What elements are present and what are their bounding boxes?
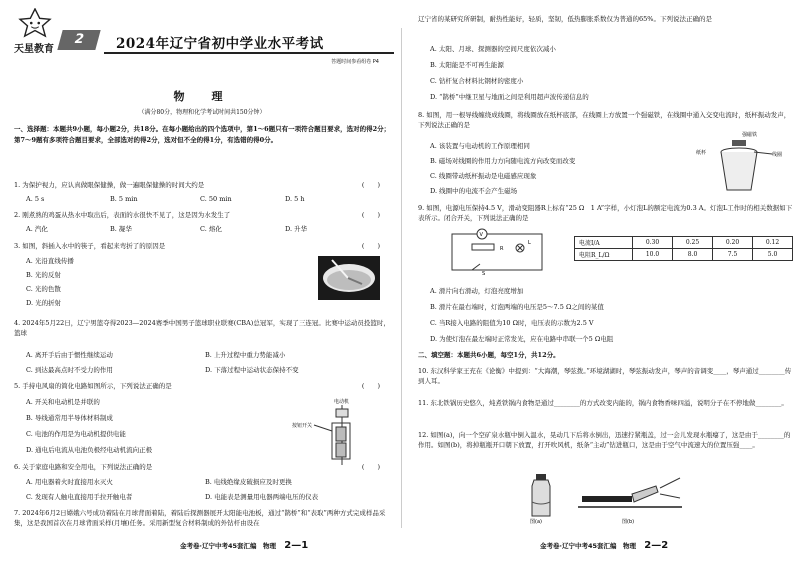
table-cell: 电阻R_L/Ω [575,249,633,261]
table-cell: 0.30 [633,237,673,249]
magnet-label: 强磁铁 [742,132,758,138]
question-1-stem: 1. 为保护视力，应认真做眼保健操，做一遍眼保健操的时间大约是 [14,181,205,189]
table-cell: 5.0 [753,249,793,261]
switch-label: 按钮开关 [292,423,313,429]
q5-option-d: D. 通电后电流从电池负极经电动机流向正极 [26,446,153,454]
q9-option-c: C. 当R接入电路的阻值为10 Ω时，电压表的示数为2.5 V [430,319,594,327]
q3-option-a: A. 光沿直线传播 [26,257,74,265]
q2-option-a: A. 汽化 [26,225,48,233]
question-3-stem: 3. 如图，斜插入水中的筷子，看起来弯折了的原因是 [14,242,166,250]
answer-paren: ( ) [361,242,380,250]
question-4 [14,318,392,338]
q6-option-d: D. 电能表是测量用电器两端电压的仪表 [205,493,319,501]
table-cell: 0.25 [673,237,713,249]
q8-option-a: A. 该装置与电动机的工作原理相同 [430,142,530,150]
question-2-stem: 2. 刚煮熟的鸡蛋从热水中取出后，表面的水很快不见了，这是因为水发生了 [14,211,231,219]
question-10-stem: 10. 东汉科学家王充在《论衡》中提到：“大海潮，琴弦拨。”环境湖湖时，琴弦振动发声，琴声的音调变____，琴声通过________传到人耳。 [418,367,792,385]
answer-paren: ( ) [361,211,380,219]
question-12 [418,430,796,450]
question-10 [418,366,796,386]
question-8-stem: 8. 如图，用一根导线缠绕成线圈，将线圈放在纸杯底部，在线圈上方放置一个强磁铁，在线圈中通入交变电流时，纸杯振动发声，下列说法正确的是 [418,111,791,129]
q8-option-b: B. 磁场对线圈的作用力方向随电流方向改变而改变 [430,157,576,165]
right-footer [540,540,668,551]
figure-a-caption: 图(a) [530,519,542,524]
question-9-stem: 9. 如图，电源电压保持4.5 V，滑动变阻器R上标有“25 Ω 1 A”字样，小灯泡L的额定电流为0.3 A。灯泡L工作时的相关数据如下表所示。闭合开关，下列说法正确的是 [418,204,793,222]
question-6-stem: 6. 关于家庭电路和安全用电，下列说法正确的是 [14,463,153,471]
svg-text:R: R [500,246,504,252]
question-7-stem: 7. 2024年6月2日嫦娥六号成功着陆在月球背面着陆，着陆后探测器展开太阳能电池板，通过“鹊桥”和“表取”两种方式完成样品采集，这是我国首次在月球背面采样(月壤)任务。采用新型复合材料制成的外钻杆由设在 [14,509,386,527]
q6-option-c: C. 发现有人触电直接用手拉开触电者 [26,493,133,501]
table-row [575,249,793,261]
bottle-figure-b [576,472,686,524]
q4-option-d: D. 下落过程中运动状态保持不变 [205,366,299,374]
question-8 [418,110,796,130]
answer-paren: ( ) [361,181,380,189]
question-3 [14,241,392,251]
section2-heading: 二、填空题：本题共6小题，每空1分，共12分。 [418,351,560,359]
bottle-figure-a [522,472,562,524]
q6-option-a: A. 用电器着火时直接用水灭火 [26,478,113,486]
question-1 [14,180,392,190]
question-11 [418,398,796,408]
exam-header [8,6,393,65]
page-divider [401,28,402,528]
q2-option-c: C. 熔化 [200,225,222,233]
speaker-cup-diagram [694,128,789,196]
q7-option-a: A. 太阳、月球、探测器的空间尺度依次减小 [430,45,556,53]
question-11-stem: 11. 东北铁锅历史悠久，炖煮铁锅内食物是通过________的方式改变内能的，锅内食物香味四溢，说明分子在不停地做________。 [418,399,788,407]
q3-option-c: C. 光的色散 [26,285,61,293]
star-logo-icon [16,8,54,38]
table-cell: 0.20 [713,237,753,249]
answer-paren: ( ) [361,382,380,390]
table-cell: 8.0 [673,249,713,261]
question-7 [14,508,392,528]
q8-option-c: C. 线圈带动纸杯振动是电磁感应现象 [430,172,537,180]
header-note: 答题时间参看组卷 P4 [331,59,379,65]
svg-text:S: S [482,271,486,276]
q4-option-a: A. 离开手后由于惯性继续运动 [26,351,113,359]
q1-option-d: D. 5 h [285,195,305,203]
question-9 [418,203,796,223]
right-page [404,0,800,566]
q3-option-b: B. 光的反射 [26,271,61,279]
table-cell: 7.5 [713,249,753,261]
footer-text: 金考卷·辽宁中考45套汇编 物理 [540,542,637,550]
q9-circuit-diagram [442,228,552,276]
svg-text:L: L [528,240,531,246]
page-number: 2—1 [284,540,309,551]
q1-option-b: B. 5 min [110,195,138,203]
brand-name: 天星教育 [14,44,54,55]
table-row [575,237,793,249]
exam-title: 2024年辽宁省初中学业水平考试 [116,36,324,52]
question-5 [14,381,392,391]
q7-option-b: B. 太阳能是不可再生能源 [430,61,504,69]
question-4-stem: 4. 2024年5月22日，辽宁男篮夺得2023—2024赛季中国男子篮球职业联赛(CBA)总冠军，实现了三连冠。比赛中运动员投篮时，篮球 [14,319,390,337]
coil-label: 线圈 [772,152,783,158]
question-7-stem-continued: 辽宁省的某研究所研制，耐热性能好，轻质，坚韧，低热膨胀系数仅为普通的65%。下列说法正确的是 [418,15,712,23]
q6-option-b: B. 电线绝缘皮破损应及时更换 [205,478,292,486]
footer-text: 金考卷·辽宁中考45套汇编 物理 [180,542,277,550]
left-footer [180,540,308,551]
chopsticks-in-water-image [318,256,380,300]
question-6 [14,462,392,472]
q4-option-b: B. 上升过程中重力势能减小 [205,351,286,359]
q5-option-a: A. 开关和电动机是并联的 [26,398,100,406]
question-2 [14,210,392,220]
table-cell: 电流I/A [575,237,633,249]
page-number: 2—2 [644,540,669,551]
table-cell: 10.0 [633,249,673,261]
q9-option-a: A. 滑片向右滑动，灯泡亮度增加 [430,287,524,295]
motor-label: 电动机 [334,399,350,405]
question-12-stem: 12. 如图(a)，向一个空矿泉水瓶中倒入温水，晃动几下后将水倒出，迅速拧紧瓶盖，过一会儿发现水瓶瘪了，这是由于________的作用。如图(b)，将掉瓶瓶开口朝下放置，打开吹风机，纸条“主动”钻进瓶口，这是由于空气中流速大的位置压强____。 [418,431,791,449]
svg-text:V: V [479,232,483,238]
q5-option-b: B. 导线通常用半导体材料制成 [26,414,113,422]
paper-number: 2 [57,30,100,50]
section1-heading: 一、选择题：本题共9小题，每小题2分，共18分。在每小题给出的四个选项中，第1～6题只有一项符合题目要求，选对的得2分；第7～9题有多项符合题目要求，全部选对的得2分，选对但不全的得1分，有选错的得0分。 [14,125,391,144]
answer-paren: ( ) [361,463,380,471]
q2-option-d: D. 升华 [285,225,308,233]
q2-option-b: B. 凝华 [110,225,132,233]
score-note: （满分80分，物理和化学考试时间共150分钟） [138,109,266,116]
q1-option-c: C. 50 min [200,195,232,203]
fan-circuit-diagram [292,395,382,467]
q5-option-c: C. 电池的作用是为电动机提供电能 [26,430,126,438]
cup-label: 纸杯 [696,150,707,156]
q1-option-a: A. 5 s [26,195,45,203]
q9-option-d: D. 为使灯泡在最左端时正常发光，应在电路中串联一个5 Ω电阻 [430,335,614,343]
table-cell: 0.12 [753,237,793,249]
q9-data-table [574,236,793,261]
question-7-continued [418,14,796,24]
figure-b-caption: 图(b) [622,519,635,524]
q7-option-c: C. 钻杆复合材料比钢材的密度小 [430,77,524,85]
header-rule [104,52,394,54]
q9-option-b: B. 滑片在最右端时，灯泡两端的电压是5～7.5 Ω之间的某值 [430,303,604,311]
question-5-stem: 5. 手持电风扇的简化电路如图所示，下列说法正确的是 [14,382,172,390]
q8-option-d: D. 线圈中的电流不会产生磁场 [430,187,518,195]
q7-option-d: D. “鹊桥”中继卫星与地面之间是利用超声波传递信息的 [430,93,589,101]
q3-option-d: D. 光的折射 [26,299,62,307]
subject-title: 物 理 [173,90,231,103]
q4-option-c: C. 到达最高点时不受力的作用 [26,366,113,374]
